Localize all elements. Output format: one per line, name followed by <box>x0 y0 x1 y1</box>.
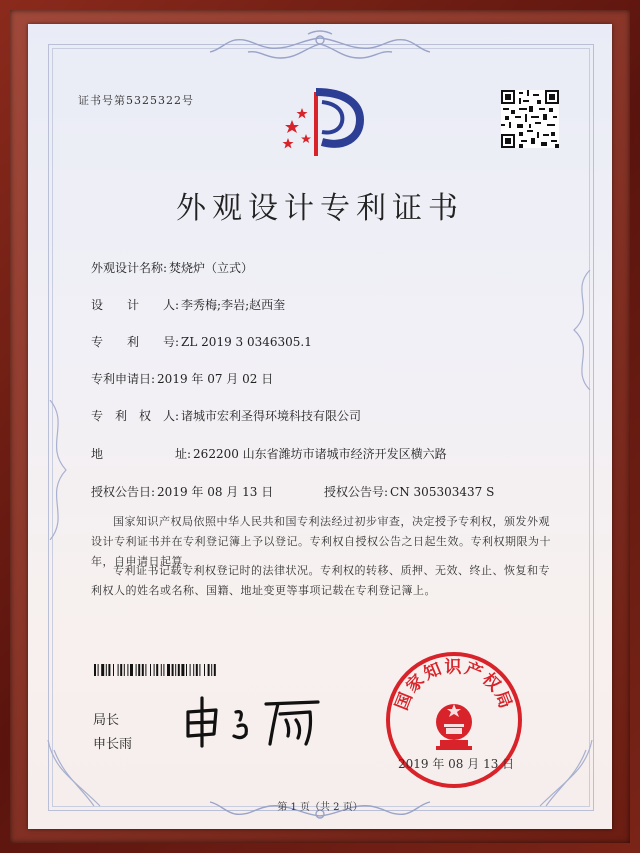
page-number: 第 1 页（共 2 页） <box>277 802 363 813</box>
field-patentee <box>91 407 361 424</box>
field-value: ZL 2019 3 0346305.1 <box>181 335 312 349</box>
qr-code-icon <box>501 90 559 148</box>
field-label: 授权公告号: <box>324 485 389 499</box>
field-value: CN 305303437 S <box>390 485 495 499</box>
page-title: 外观设计专利证书 <box>176 191 464 226</box>
paragraph-legal-status: 专利证书记载专利权登记时的法律状况。专利权的转移、质押、无效、终止、恢复和专利权人的姓名或名称、国籍、地址变更等事项记载在专利登记簿上。 <box>91 564 550 597</box>
field-value: 262200 山东省潍坊市诸城市经济开发区横六路 <box>193 447 447 461</box>
field-label: 专利申请日: <box>91 372 156 386</box>
seal-date: 2019 年 08 月 13 日 <box>398 757 515 771</box>
field-address <box>91 445 447 462</box>
field-design-name <box>91 259 253 276</box>
right-ornament <box>560 270 600 390</box>
seal-text: 国家知识产权局 <box>391 657 517 714</box>
field-value: 2019 年 07 月 02 日 <box>157 372 274 386</box>
field-announcement-number <box>324 483 494 500</box>
field-label: 授权公告日: <box>91 485 156 499</box>
field-label: 外观设计名称: <box>91 261 168 275</box>
field-label: 专 利 权 人: <box>91 409 180 423</box>
field-value: 李秀梅;李岩;赵西奎 <box>181 298 286 312</box>
paragraph-decision: 国家知识产权局依照中华人民共和国专利法经过初步审查，决定授予专利权，颁发外观设计专利证书并在专利登记簿上予以登记。专利权自授权公告之日起生效。专利权期限为十年，自申请日起算。 <box>91 515 551 568</box>
left-ornament <box>40 400 80 540</box>
signer-name: 申长雨 <box>93 737 133 752</box>
patent-office-logo-icon <box>276 86 364 160</box>
certificate-number: 证书号第5325322号 <box>78 94 194 107</box>
field-label: 设 计 人: <box>91 298 180 312</box>
field-value: 诸城市宏利圣得环境科技有限公司 <box>181 409 362 423</box>
top-ornament <box>200 30 440 70</box>
handwritten-signature <box>178 690 328 750</box>
field-patent-number <box>91 333 312 350</box>
field-application-date <box>91 370 273 387</box>
field-grant-date <box>91 483 273 500</box>
barcode-icon <box>94 664 272 676</box>
field-label: 地 址: <box>91 447 192 461</box>
signer-role: 局长 <box>93 713 120 728</box>
field-value: 焚烧炉（立式） <box>169 261 254 275</box>
field-value: 2019 年 08 月 13 日 <box>157 485 274 499</box>
field-designer <box>91 296 285 313</box>
field-label: 专 利 号: <box>91 335 180 349</box>
